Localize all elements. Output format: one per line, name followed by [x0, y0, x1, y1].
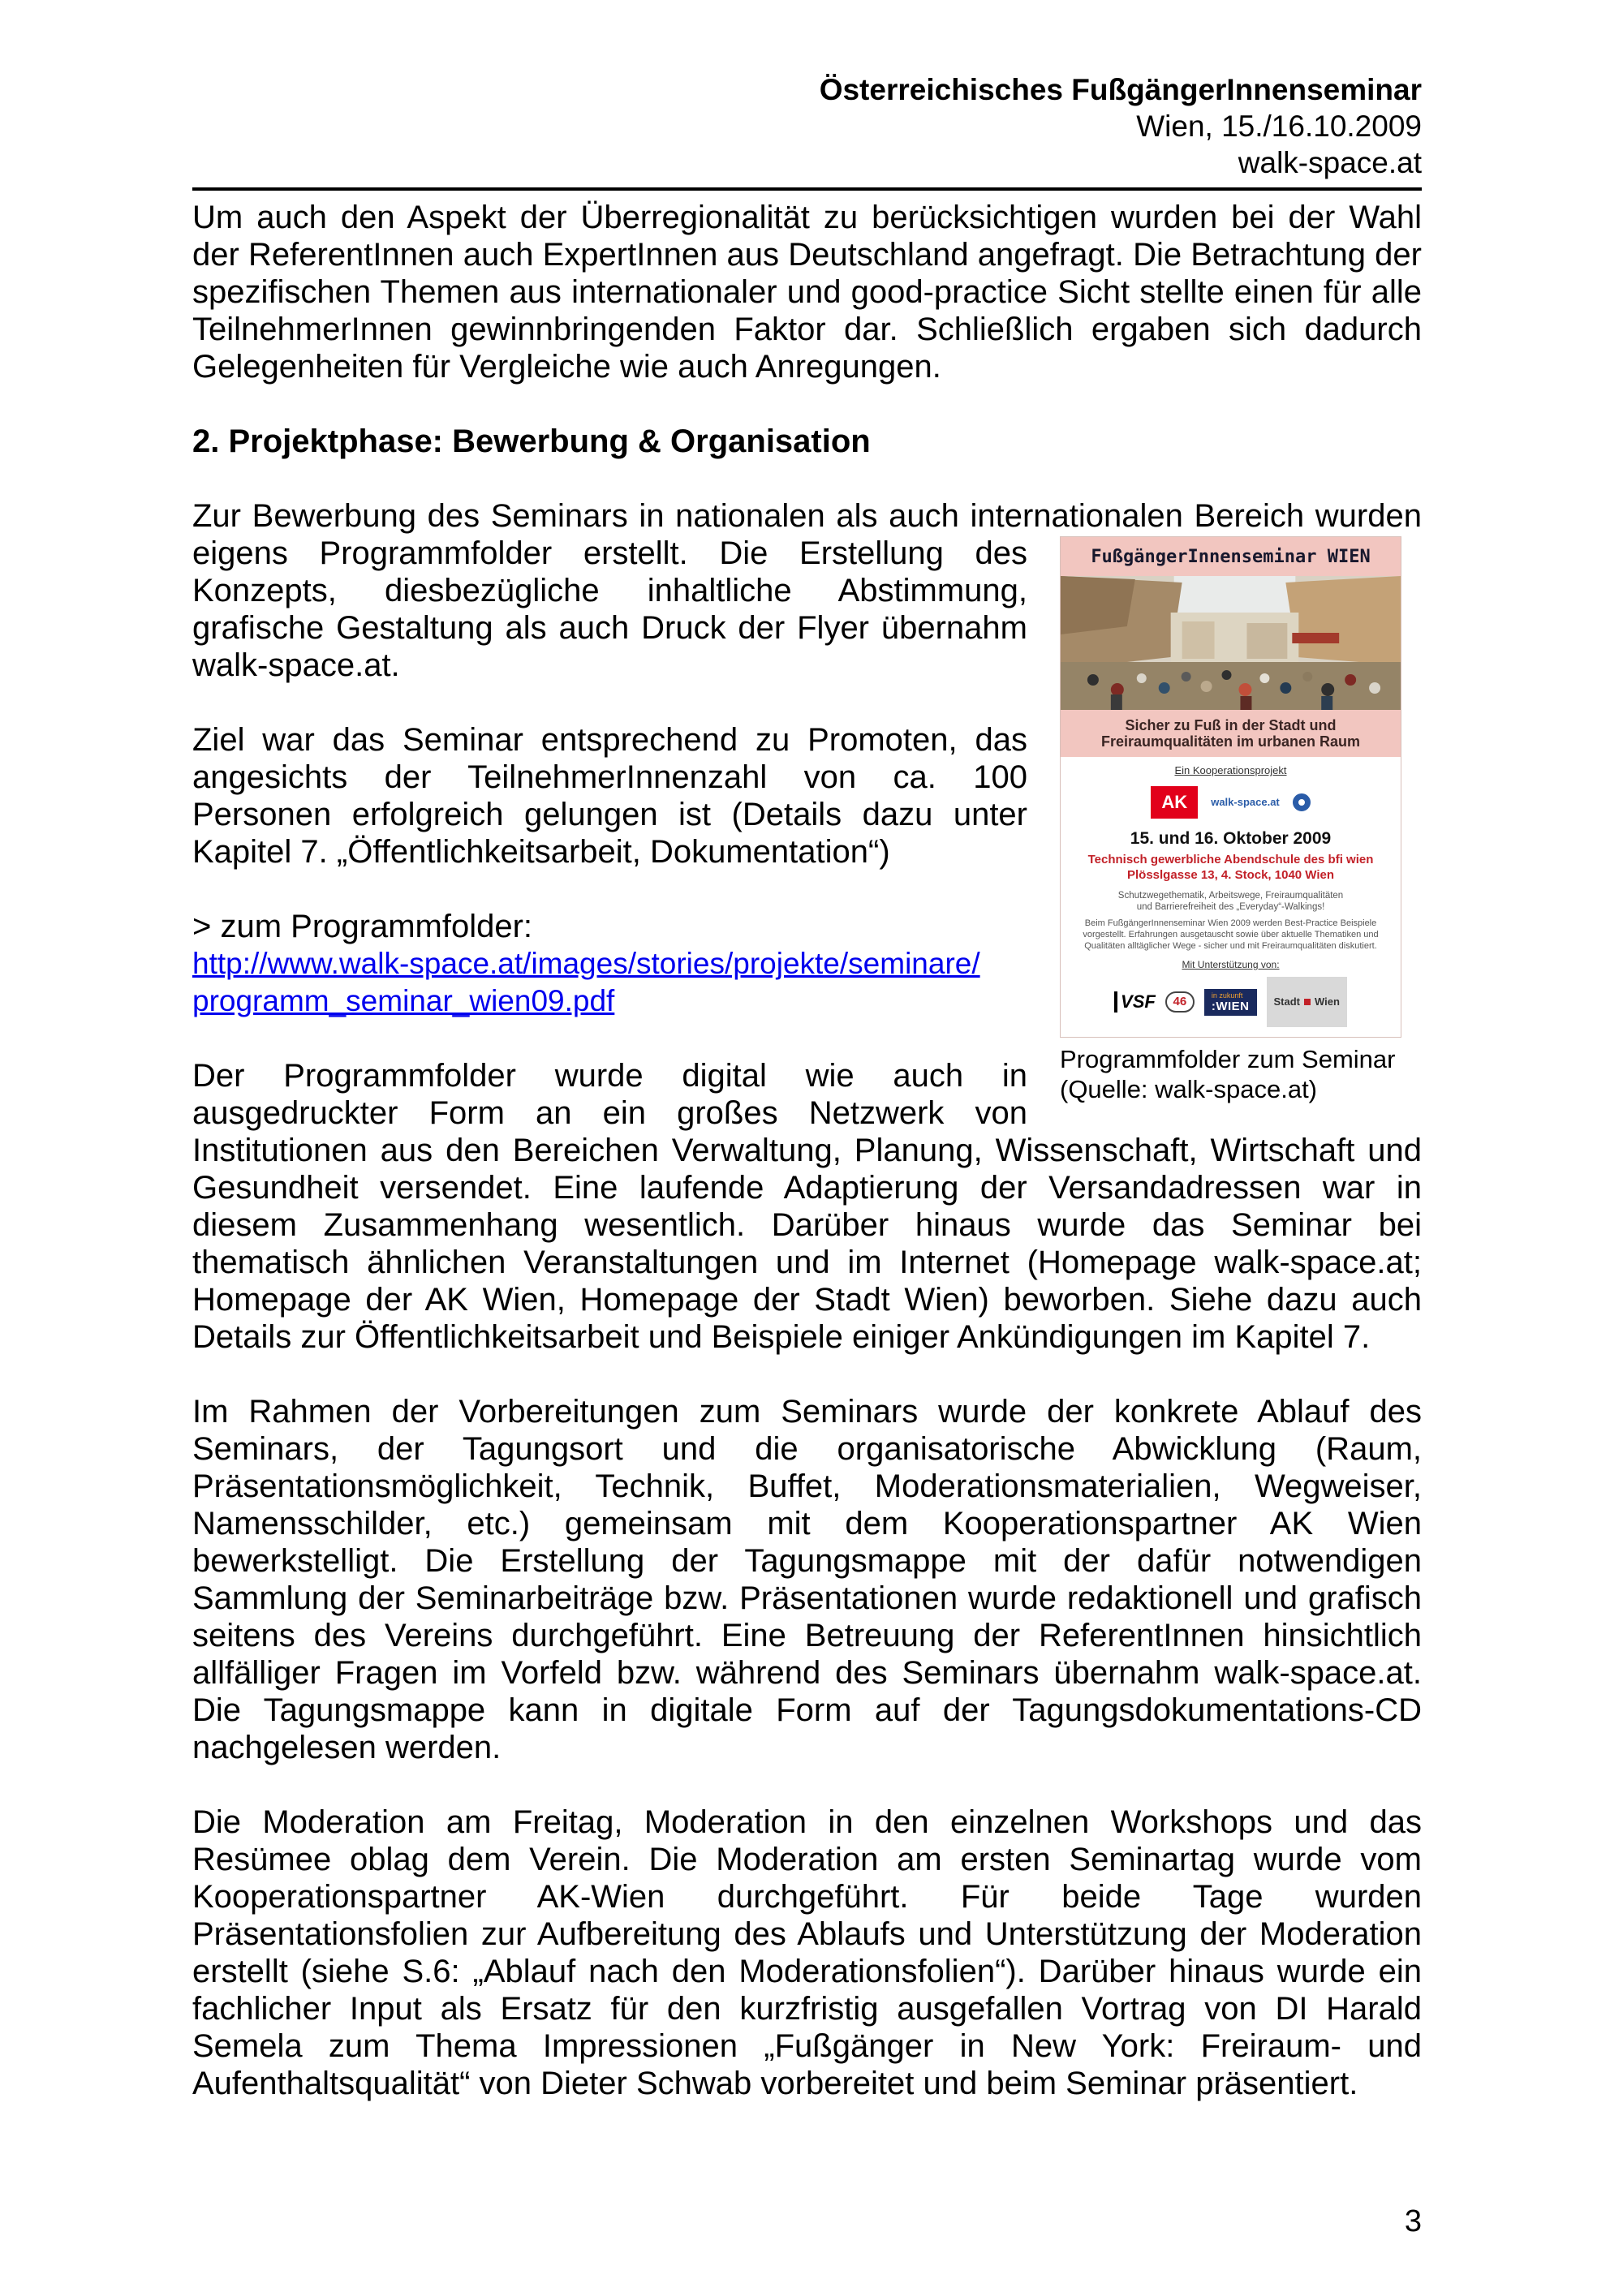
partner-logo-row — [1061, 776, 1401, 826]
intro-paragraph: Um auch den Aspekt der Überregionalität zu berücksichtigen wurden bei der Wahl der ReferentInnen auch ExpertInnen aus Deutschland angefragt. Die Betrachtung der spezifischen Themen aus internationaler und good-practice Sicht stellte einen für alle TeilnehmerInnen gewinnbringenden Faktor dar. Schließlich ergaben sich dadurch Gelegenheiten für Vergleiche wie auch Anregungen. — [192, 200, 1422, 385]
figure-caption: Programmfolder zum Seminar (Quelle: walk-space.at) — [1060, 1045, 1396, 1103]
stadt-wien-dot-icon — [1304, 999, 1311, 1005]
flyer-subtitle: Sicher zu Fuß in der Stadt und Freiraumqualitäten im urbanen Raum — [1061, 710, 1401, 757]
programmfolder-link-line-1[interactable]: http://www.walk-space.at/images/stories/projekte/seminare/ — [192, 947, 980, 980]
programmfolder-link-label: > zum Programmfolder: — [192, 909, 533, 944]
seminar-flyer — [1060, 536, 1401, 1038]
programmfolder-link-line-2[interactable]: programm_seminar_wien09.pdf — [192, 984, 615, 1017]
paragraph-ziel: Ziel war das Seminar entsprechend zu Promoten, das angesichts der TeilnehmerInnenzahl von ca. 100 Personen erfolgreich gelungen ist (Details dazu unter Kapitel 7. „Öffentlichkeitsarbeit, Dokumentation“) — [192, 722, 1027, 870]
header-site: walk-space.at — [1238, 146, 1422, 179]
sponsor-logo-zukunft-wien: in zukunft :WIEN — [1204, 989, 1257, 1016]
flyer-description: Beim FußgängerInnenseminar Wien 2009 werden Best-Practice Beispiele vorgestellt. Erfahrungen ausgetauscht sowie über aktuelle Thematiken und Qualitäten alltäglicher Wege - sicher und mit Freiraumqualitäten diskutiert. — [1083, 918, 1379, 951]
flyer-date: 15. und 16. Oktober 2009 — [1130, 829, 1332, 848]
document-body — [192, 199, 1422, 2102]
support-label: Mit Unterstützung von: — [1182, 959, 1280, 970]
header-subtitle: Wien, 15./16.10.2009 — [1136, 110, 1422, 143]
flyer-venue: Technisch gewerbliche Abendschule des bfi wien Plösslgasse 13, 4. Stock, 1040 Wien — [1087, 853, 1374, 882]
flyer-topics: Schutzwegethematik, Arbeitswege, Freiraumqualitäten und Barrierefreiheit des „Everyday“-Walkings! — [1117, 891, 1344, 912]
sponsor-logo-row — [1061, 970, 1401, 1037]
page-header — [192, 71, 1422, 191]
paragraph-moderation: Die Moderation am Freitag, Moderation in den einzelnen Workshops und das Resümee oblag dem Verein. Die Moderation am ersten Seminartag wurde vom Kooperationspartner AK-Wien durchgeführt. Für beide Tage wurden Präsentationsfolien zur Aufbereitung des Ablaufs und Unterstützung der Moderation erstellt (siehe S.6: „Ablauf nach den Moderationsfolien“). Darüber hinaus wurde ein fachlicher Input als Ersatz für den kurzfristig ausgefallen Vortrag von DI Harald Semela zum Thema Impressionen „Fußgänger in New York: Freiraum- und Aufenthaltsqualität“ von Dieter Schwab vorbereitet und beim Seminar präsentiert. — [192, 1804, 1422, 2101]
cooperation-label: Ein Kooperationsprojekt — [1174, 764, 1287, 776]
sponsor-logo-vsf: VSF — [1114, 991, 1156, 1013]
paragraph-programmfolder-intro: Der Programmfolder wurde digital wie auch in — [192, 1058, 1027, 1094]
section-heading: 2. Projektphase: Bewerbung & Organisation — [192, 424, 871, 459]
walkspace-ring-icon — [1293, 793, 1311, 811]
street-photo-illustration — [1061, 576, 1401, 710]
ak-logo: AK — [1151, 786, 1198, 819]
walkspace-logo: walk-space.at — [1211, 796, 1280, 808]
flyer-title: FußgängerInnenseminar WIEN — [1061, 537, 1401, 576]
page-number: 3 — [1404, 2204, 1422, 2238]
sponsor-logo-stadt-wien: Stadt Wien — [1267, 977, 1347, 1027]
header-title: Österreichisches FußgängerInnenseminar — [819, 73, 1422, 106]
paragraph-programmfolder-rest: ausgedruckter Form an ein großes Netzwerk von Institutionen aus den Bereichen Verwaltung, Planung, Wissenschaft, Wirtschaft und Gesundheit versendet. Eine laufende Adaptierung der Versandadressen war in diesem Zusammenhang wesentlich. Darüber hinaus wurde das Seminar bei thematisch ähnlichen Veranstaltungen und im Internet (Homepage walk-space.at; Homepage der AK Wien, Homepage der Stadt Wien) beworben. Siehe dazu auch Details zur Öffentlichkeitsarbeit und Beispiele einiger Ankündigungen im Kapitel 7. — [192, 1095, 1422, 1355]
program-folder-figure — [1060, 536, 1401, 1104]
paragraph-bewerbung: FußgängerInnenseminar WIEN Sicher zu Fuß in der Stadt und Freiraumqualitäten im urbanen Raum Ein Kooperationsprojekt AK walk-space.at 15. und 16. Oktober 2009 Technisch gewerbliche Abendschule des bfi wien Plösslgasse 13, 4. Stock, 1040 Wien Schutzwegethematik, Arbeitswege, Freiraumqualitäten und Barrierefreiheit des „Everyday“-Walkings! Beim FußgängerInnenseminar Wien 2009 werden Best-Practice Beispiele vorgestellt. Erfahrungen ausgetauscht sowie über aktuelle Thematiken und Qualitäten alltäglicher Wege - sicher und mit Freiraumqualitäten diskutiert. Mit Unterstützung von: VSF 46 in zukunft :WIEN Stadt Wien Programmfolder zum Seminar (Quelle: walk-space.at) Zur Bewerbung des Seminars in nationalen als auch internationalen Bereich wurden eigens Programmfolder erstellt. Die Erstellung des Konzepts, diesbezügliche inhaltliche Abstimmung, grafische Gestaltung als auch Druck der Flyer übernahm walk-space.at. — [192, 498, 1422, 1103]
paragraph-vorbereitungen: Im Rahmen der Vorbereitungen zum Seminars wurde der konkrete Ablauf des Seminars, der Tagungsort und die organisatorische Abwicklung (Raum, Präsentationsmöglichkeit, Technik, Buffet, Moderationsmaterialien, Wegweiser, Namensschilder, etc.) gemeinsam mit dem Kooperationspartner AK Wien bewerkstelligt. Die Erstellung der Tagungsmappe mit der dafür notwendigen Sammlung der Seminarbeiträge bzw. Präsentationen wurde redaktionell und grafisch seitens des Vereins durchgeführt. Eine Betreuung der ReferentInnen hinsichtlich allfälliger Fragen im Vorfeld bzw. während des Seminars übernahm walk-space.at. Die Tagungsmappe kann in digitale Form auf der Tagungsdokumentations-CD nachgelesen werden. — [192, 1394, 1422, 1765]
sponsor-logo-46: 46 — [1165, 991, 1195, 1013]
